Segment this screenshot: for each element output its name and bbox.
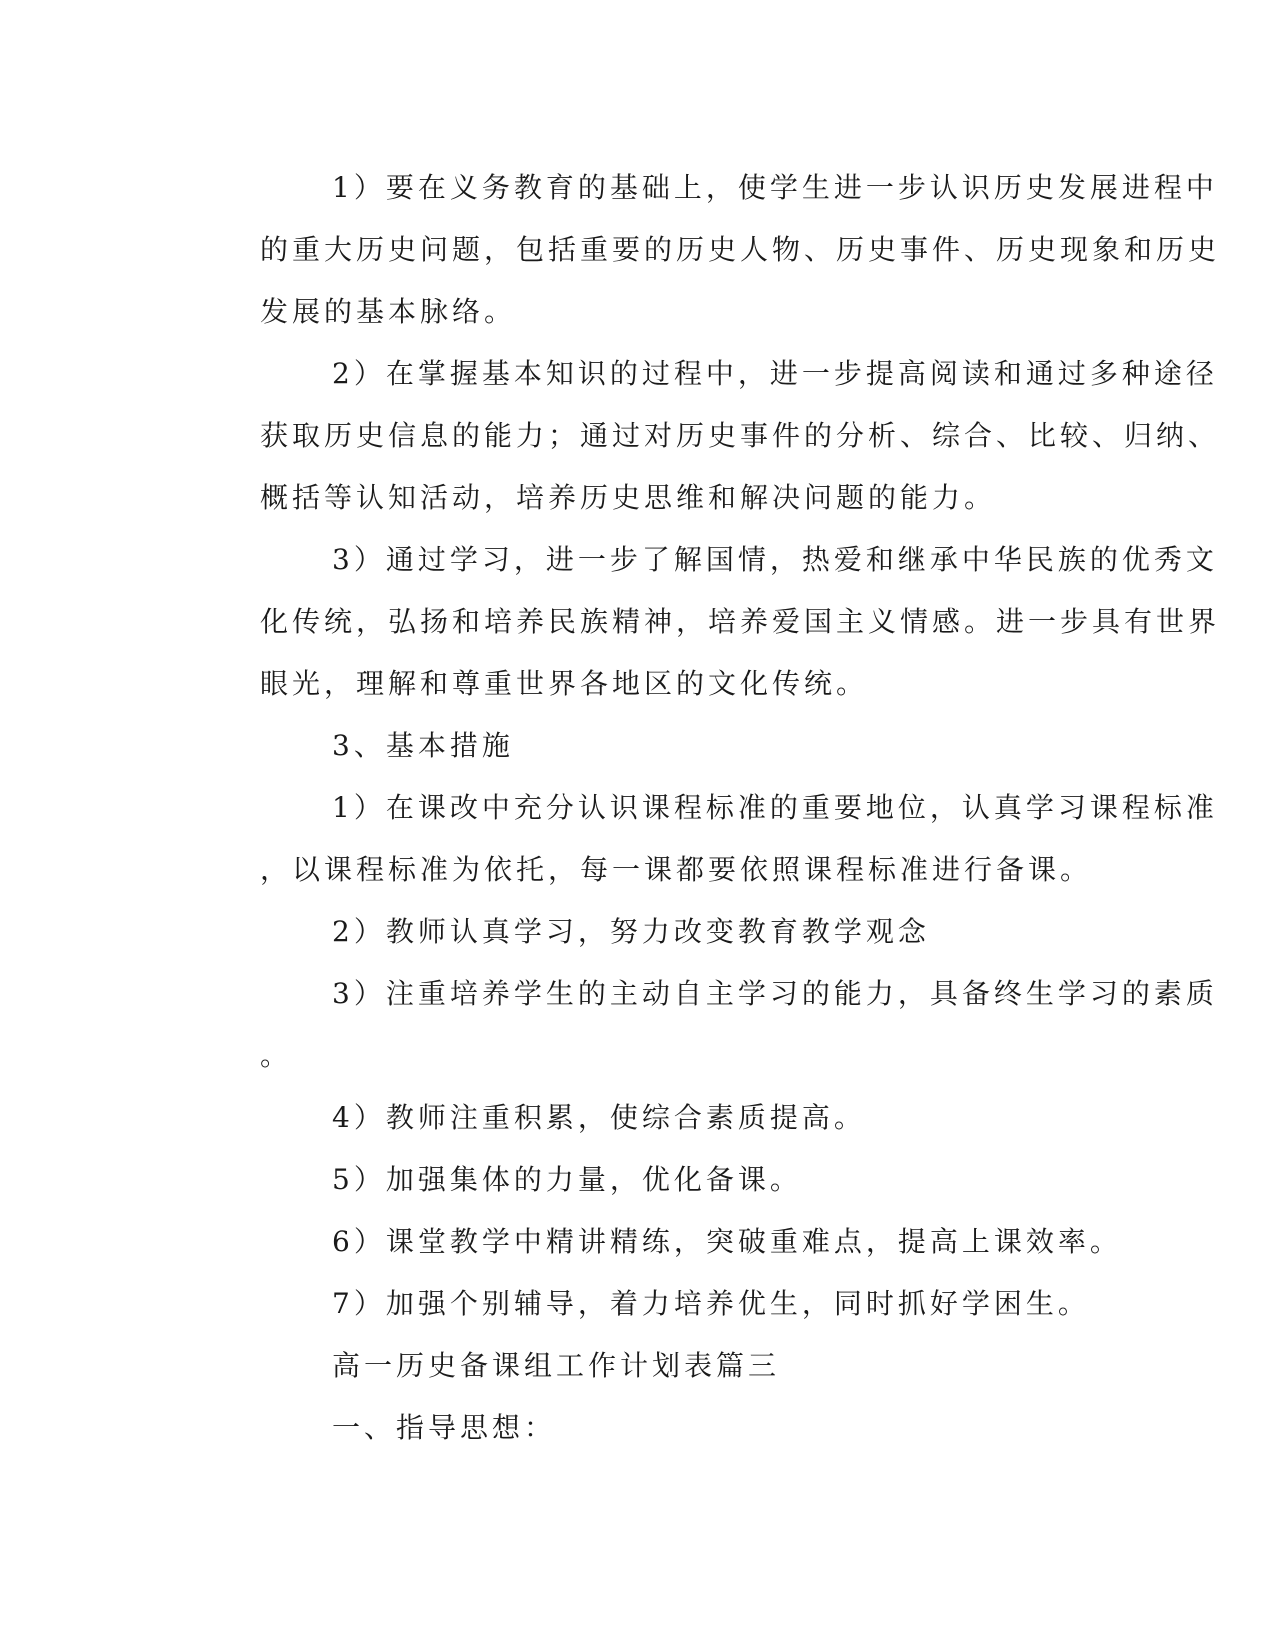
section-title-plan-3: [188, 1335, 1058, 1397]
text-line: 2）在掌握基本知识的过程中，进一步提高阅读和通过多种途径: [332, 357, 1218, 390]
paragraph-measure-4: [188, 1087, 1058, 1149]
paragraph-goal-3: [188, 529, 1221, 715]
section-heading-measures: [188, 715, 1058, 777]
text-line: 化传统，弘扬和培养民族精神，培养爱国主义情感。进一步具有世界: [260, 605, 1221, 638]
text-line: 发展的基本脉络。: [260, 295, 517, 328]
text-line: 5）加强集体的力量，优化备课。: [332, 1163, 802, 1196]
text-line: 3）注重培养学生的主动自主学习的能力，具备终生学习的素质: [332, 977, 1218, 1010]
text-line: 一、指导思想：: [332, 1411, 557, 1444]
text-line: 2）教师认真学习，努力改变教育教学观念: [332, 915, 930, 948]
text-line: 获取历史信息的能力；通过对历史事件的分析、综合、比较、归纳、: [260, 419, 1221, 452]
text-line: 1）在课改中充分认识课程标准的重要地位，认真学习课程标准: [332, 791, 1218, 824]
text-line: 3、基本措施: [332, 729, 514, 762]
paragraph-measure-7: [188, 1273, 1090, 1335]
paragraph-goal-2: [188, 343, 1221, 529]
text-line: 。: [260, 1039, 293, 1072]
paragraph-goal-1: [188, 157, 1221, 343]
text-line: 的重大历史问题，包括重要的历史人物、历史事件、历史现象和历史: [260, 233, 1221, 266]
text-line: 高一历史备课组工作计划表篇三: [332, 1349, 781, 1382]
text-line: 7）加强个别辅导，着力培养优生，同时抓好学困生。: [332, 1287, 1090, 1320]
paragraph-measure-2: [188, 901, 1058, 963]
text-line: 眼光，理解和尊重世界各地区的文化传统。: [260, 667, 869, 700]
text-line: 概括等认知活动，培养历史思维和解决问题的能力。: [260, 481, 997, 514]
document-body: [188, 157, 1221, 1459]
text-line: ，以课程标准为依托，每一课都要依照课程标准进行备课。: [260, 853, 1093, 886]
text-line: 4）教师注重积累，使综合素质提高。: [332, 1101, 866, 1134]
text-line: 3）通过学习，进一步了解国情，热爱和继承中华民族的优秀文: [332, 543, 1218, 576]
paragraph-measure-3: [188, 963, 1218, 1087]
section-heading-guiding-ideas: [188, 1397, 1058, 1459]
paragraph-measure-1: [188, 777, 1218, 901]
text-line: 1）要在义务教育的基础上，使学生进一步认识历史发展进程中: [332, 171, 1218, 204]
paragraph-measure-5: [188, 1149, 1058, 1211]
paragraph-measure-6: [188, 1211, 1122, 1273]
text-line: 6）课堂教学中精讲精练，突破重难点，提高上课效率。: [332, 1225, 1122, 1258]
